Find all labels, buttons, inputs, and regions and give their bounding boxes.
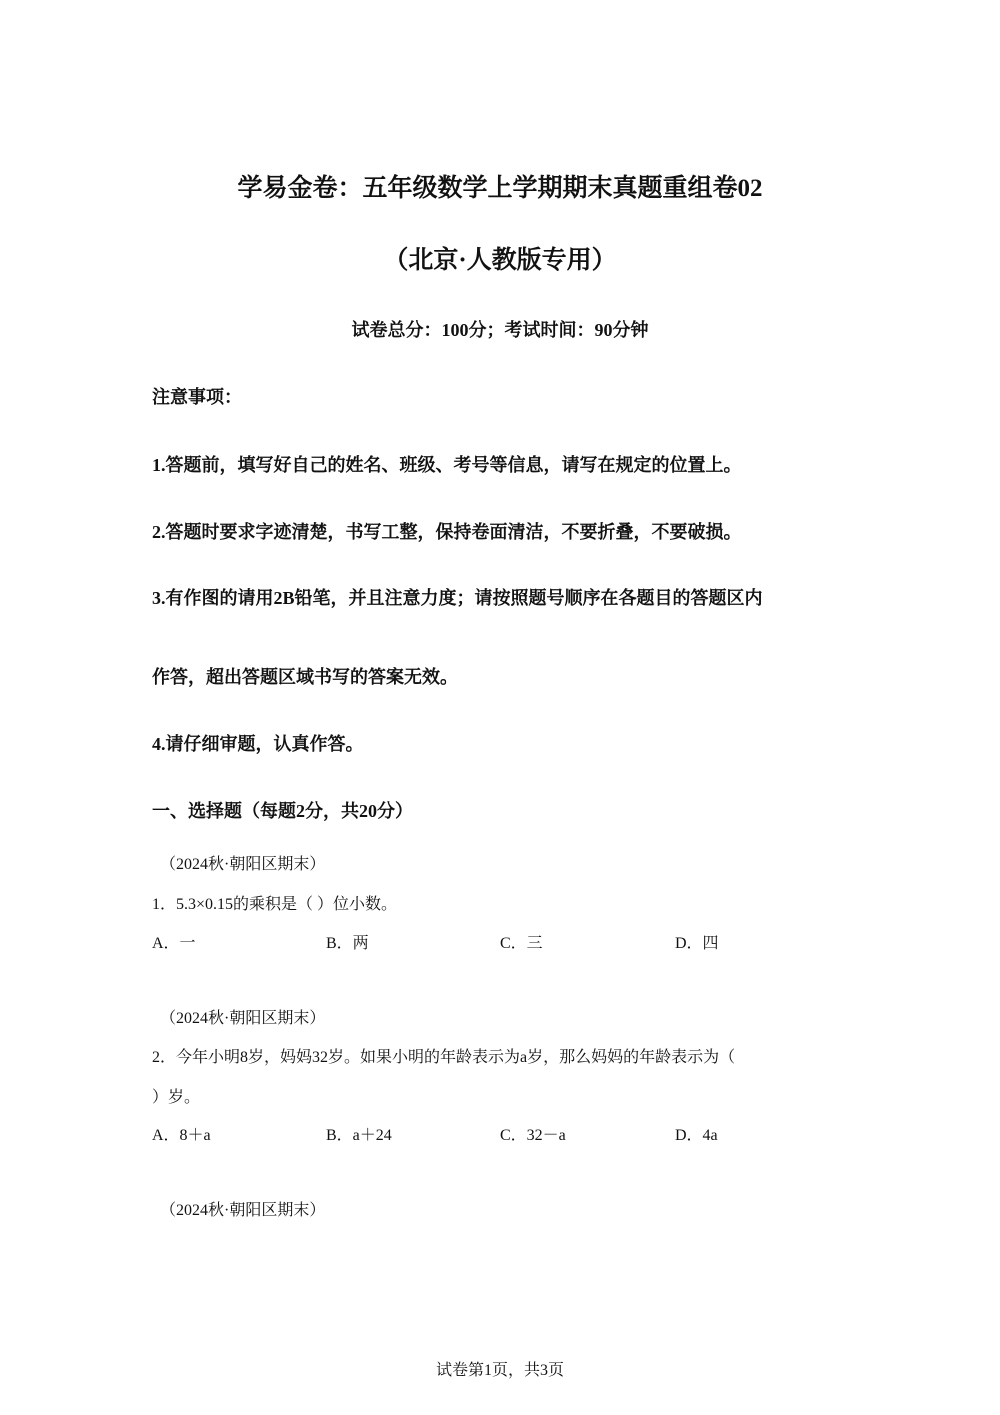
question-2-option-a: A．8＋a	[152, 1127, 211, 1144]
question-2-option-d: D．4a	[675, 1127, 718, 1144]
question-2-text: 2．今年小明8岁，妈妈32岁。如果小明的年龄表示为a岁，那么妈妈的年龄表示为（	[152, 1049, 736, 1066]
note-item-3: 3.有作图的请用2B铅笔，并且注意力度；请按照题号顺序在各题目的答题区内	[152, 588, 763, 608]
page-footer: 试卷第1页，共3页	[435, 1362, 564, 1379]
question-1-option-d: D．四	[675, 935, 719, 952]
question-2-option-b: B．a＋24	[326, 1127, 392, 1144]
note-item-1: 1.答题前，填写好自己的姓名、班级、考号等信息，请写在规定的位置上。	[152, 455, 742, 475]
note-item-2: 2.答题时要求字迹清楚，书写工整，保持卷面清洁，不要折叠，不要破损。	[152, 522, 742, 542]
question-1-option-a: A．一	[152, 935, 196, 952]
exam-title: 学易金卷：五年级数学上学期期末真题重组卷02	[237, 175, 763, 202]
question-2-source: （2024秋·朝阳区期末）	[160, 1010, 326, 1027]
question-1-text: 1．5.3×0.15的乘积是（ ）位小数。	[152, 896, 398, 913]
exam-info: 试卷总分：100分；考试时间：90分钟	[351, 320, 649, 340]
notes-heading: 注意事项：	[152, 387, 242, 407]
section-heading: 一、选择题（每题2分，共20分）	[152, 801, 413, 821]
question-1-option-b: B．两	[326, 935, 369, 952]
question-2-text-continued: ）岁。	[152, 1089, 201, 1106]
note-item-4: 4.请仔细审题，认真作答。	[152, 734, 364, 754]
exam-edition: （北京·人教版专用）	[383, 247, 617, 274]
question-2-option-c: C．32－a	[500, 1127, 566, 1144]
question-1-source: （2024秋·朝阳区期末）	[160, 856, 326, 873]
question-1-option-c: C．三	[500, 935, 543, 952]
question-3-source: （2024秋·朝阳区期末）	[160, 1202, 326, 1219]
note-item-3-continued: 作答，超出答题区域书写的答案无效。	[152, 667, 458, 687]
